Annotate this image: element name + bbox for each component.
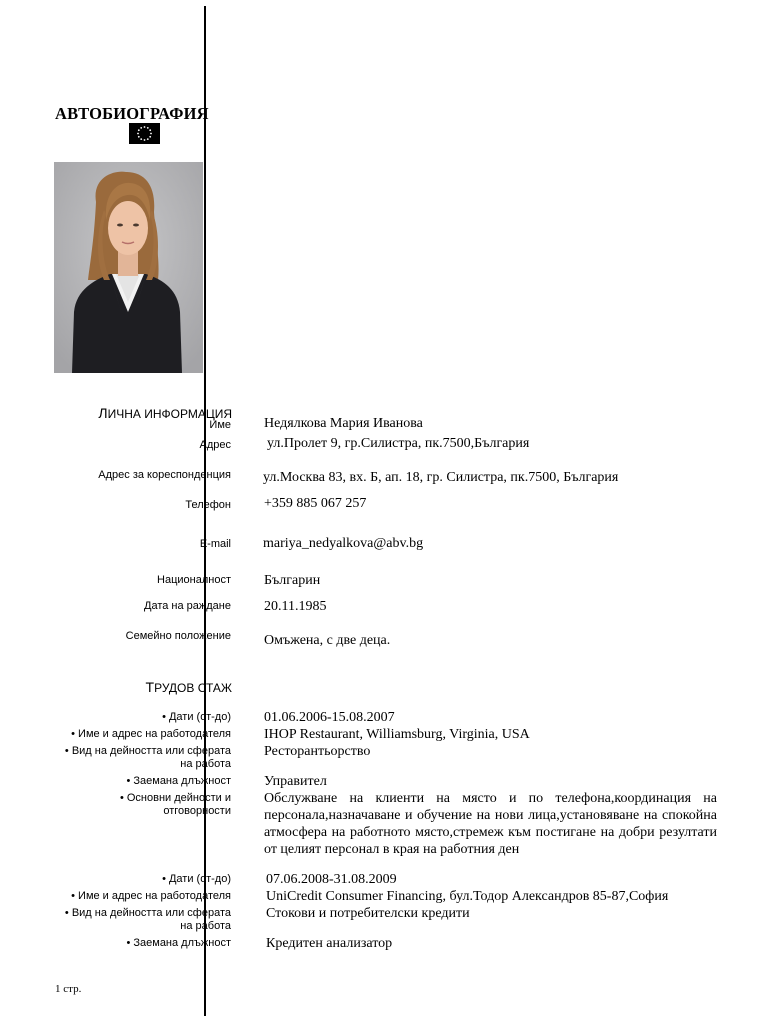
- job-employer-value: UniCredit Consumer Financing, бул.Тодор Александров 85-87,София: [266, 889, 669, 904]
- nationality-label: Националност: [157, 574, 231, 586]
- birth-date-value: 20.11.1985: [264, 599, 327, 614]
- address-label: Адрес: [199, 439, 231, 451]
- job-dates-value: 07.06.2008-31.08.2009: [266, 872, 397, 887]
- section-personal-info: ЛИЧНА ИНФОРМАЦИЯ: [98, 405, 232, 421]
- job-dates-value: 01.06.2006-15.08.2007: [264, 710, 395, 725]
- job-employer-label: • Име и адрес на работодателя: [71, 728, 231, 740]
- correspondence-address-value: ул.Москва 83, вх. Б, ап. 18, гр. Силистра, пк.7500, България: [263, 470, 619, 485]
- nationality-value: Българин: [264, 573, 321, 588]
- job-position-label: • Заемана длъжност: [126, 937, 231, 949]
- job-employer-value: IHOP Restaurant, Williamsburg, Virginia, USA: [264, 727, 530, 742]
- phone-label: Телефон: [185, 499, 231, 511]
- section-work-experience: ТРУДОВ СТАЖ: [145, 679, 232, 695]
- correspondence-address-label: Адрес за кореспонденция: [98, 469, 231, 481]
- job-position-value: Кредитен анализатор: [266, 936, 393, 951]
- address-value: ул.Пролет 9, гр.Силистра, пк.7500,България: [267, 436, 530, 451]
- name-label: Име: [209, 419, 231, 431]
- birth-date-label: Дата на раждане: [144, 600, 231, 612]
- eu-flag-icon: [129, 123, 160, 144]
- job-sector-value: Стокови и потребителски кредити: [266, 906, 470, 921]
- job-sector-value: Ресторантьорство: [264, 744, 371, 759]
- email-value: mariya_nedyalkova@abv.bg: [263, 536, 424, 551]
- marital-status-value: Омъжена, с две деца.: [264, 633, 391, 648]
- job-employer-label: • Име и адрес на работодателя: [71, 890, 231, 902]
- job-position-value: Управител: [264, 774, 327, 789]
- job-position-label: • Заемана длъжност: [126, 775, 231, 787]
- job-duties-value: Обслужване на клиенти на място и по телефона,координация на персонала,назначаване и обучение на нови лица,установяване на спокойна атмосфера на работното място,стремеж към постигане на добри резултати от целият персонал в края на работния ден: [264, 791, 717, 857]
- job-duties-label: • Основни дейности и отговорности: [119, 792, 231, 817]
- marital-status-label: Семейно положение: [125, 630, 231, 642]
- job-sector-label: • Вид на дейността или сферата на работа: [64, 907, 231, 932]
- page-number: 1 стр.: [55, 983, 82, 995]
- job-dates-label: • Дати (от-до): [162, 873, 231, 885]
- name-value: Недялкова Мария Иванова: [264, 416, 423, 431]
- page-title: АВТОБИОГРАФИЯ: [55, 104, 209, 123]
- profile-photo: [54, 162, 203, 373]
- job-dates-label: • Дати (от-до): [162, 711, 231, 723]
- job-sector-label: • Вид на дейността или сферата на работа: [64, 745, 231, 770]
- email-label: E-mail: [199, 538, 231, 550]
- phone-value: +359 885 067 257: [264, 496, 367, 511]
